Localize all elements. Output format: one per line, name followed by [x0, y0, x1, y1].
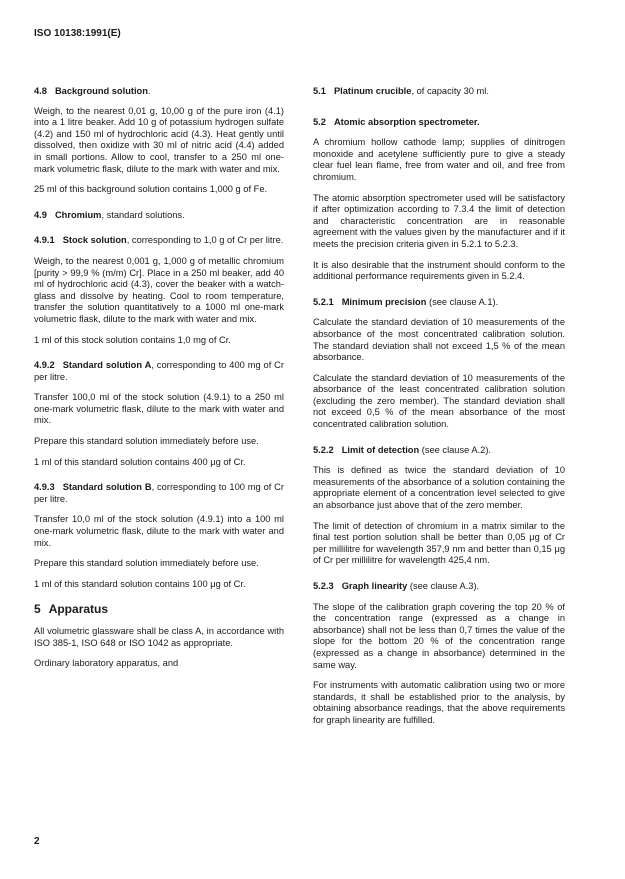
left-column	[34, 86, 284, 670]
heading-5-2-2	[313, 445, 565, 457]
paragraph: Prepare this standard solution immediately before use.	[34, 436, 259, 447]
page-header: ISO 10138:1991(E)	[34, 28, 121, 39]
section-subtitle: , of capacity 30 ml.	[411, 86, 489, 96]
paragraph: For instruments with automatic calibration using two or more standards, it shall be established prior to the analysis, by obtaining absorbance readings, that the above requirements for graph linearity are fulfilled.	[313, 680, 565, 725]
paragraph: Calculate the standard deviation of 10 measurements of the absorbance of the least concentrated calibration solution (excluding the zero member). The standard deviation shall not exceed 0,5 % of the mean absorbance of the most concentrated calibration solution.	[313, 372, 565, 430]
heading-4-9-2	[34, 360, 284, 383]
paragraph: A chromium hollow cathode lamp; supplies of dinitrogen monoxide and acetylene sufficiently pure to give a steady clear fuel lean flame, free from water and oil, and free from chromium.	[313, 137, 565, 182]
paragraph: The limit of detection of chromium in a matrix similar to the final test portion solution shall be better than 0,05 μg of Cr per millilitre for wavelength 357,9 nm and better than 0,15 μg of Cr per millilitre for wavelength 425,4 nm.	[313, 520, 565, 566]
section-title: Graph linearity	[341, 581, 408, 591]
paragraph: 1 ml of this stock solution contains 1,0 mg of Cr.	[34, 334, 231, 345]
section-subtitle: (see clause A.1).	[426, 296, 499, 307]
paragraph: 1 ml of this standard solution contains 100 μg of Cr.	[34, 578, 246, 589]
section-subtitle: (see clause A.3).	[407, 581, 480, 591]
section-number: 5.2.2	[313, 444, 334, 455]
section-title: Standard solution B	[62, 482, 152, 493]
section-title: Limit of detection	[341, 444, 420, 455]
section-period: .	[477, 116, 480, 127]
section-number: 4.9.2	[34, 360, 55, 371]
section-number: 5	[34, 602, 41, 617]
section-subtitle: , corresponding to 1,0 g of Cr per litre.	[126, 235, 284, 246]
section-number: 5.1	[313, 86, 326, 96]
section-subtitle: , standard solutions.	[101, 209, 185, 220]
paragraph: All volumetric glassware shall be class A, in accordance with ISO 385-1, ISO 648 or ISO 1042 as appropriate.	[34, 626, 284, 648]
paragraph: Weigh, to the nearest 0,001 g, 1,000 g of metallic chromium [purity > 99,9 % (m/m) Cr]. Place in a 250 ml beaker, add 40 ml of hydrochloric acid (4.3), cover the beaker with a watch-glass and dissolve by heating. Cool to room temperature, transfer the solution quantitatively to a 1000 ml one-mark volumetric flask, dilute to the mark with water and mix.	[34, 255, 284, 324]
paragraph: The slope of the calibration graph covering the top 20 % of the concentration range (expressed as a change in absorbance) shall not be less than 0,7 times the value of the slope for the bottom 20 % of the concentration range (expressed as a change in absorbance) determined in the same way.	[313, 601, 565, 670]
paragraph: Prepare this standard solution immediately before use.	[34, 558, 259, 569]
heading-4-9	[34, 210, 284, 222]
heading-4-9-1	[34, 235, 284, 247]
section-number: 4.9	[34, 209, 47, 220]
section-period: .	[147, 86, 151, 96]
heading-5-2-3	[313, 581, 565, 593]
heading-5-2	[313, 117, 565, 129]
section-title: Atomic absorption spectrometer	[333, 116, 478, 127]
section-title: Apparatus	[48, 602, 109, 617]
section-number: 4.8	[34, 86, 47, 96]
section-subtitle: , corresponding to 100 mg of Cr per litre.	[34, 482, 284, 504]
heading-4-9-3	[34, 482, 284, 505]
section-number: 5.2.3	[313, 581, 334, 591]
section-title: Minimum precision	[341, 296, 427, 307]
section-number: 4.9.3	[34, 482, 55, 493]
section-number: 5.2.1	[313, 296, 334, 307]
section-number: 5.2	[313, 116, 326, 127]
paragraph: Transfer 10,0 ml of the stock solution (4.9.1) into a 100 ml one-mark volumetric flask, dilute to the mark with water and mix.	[34, 514, 284, 548]
heading-5-1	[313, 86, 565, 98]
heading-5-2-1	[313, 297, 565, 309]
section-title: Standard solution A	[62, 360, 152, 371]
section-subtitle: (see clause A.2).	[419, 444, 492, 455]
section-title: Stock solution	[62, 235, 127, 246]
paragraph: Weigh, to the nearest 0,01 g, 10,00 g of the pure iron (4.1) into a 1 litre beaker. Add 10 g of potassium hydrogen sulfate (4.2) and 150 ml of hydrochloric acid (4.3). Heat gently until dissolved, then oxidize with 30 ml of nitric acid (4.4) added in small portions. Allow to cool, transfer to a 250 ml one-mark volumetric flask, dilute to the mark with water and mix.	[34, 105, 284, 174]
paragraph: 25 ml of this background solution contains 1,000 g of Fe.	[34, 184, 268, 195]
section-title: Background solution	[54, 86, 148, 96]
paragraph: It is also desirable that the instrument should conform to the additional performance requirements given in 5.2.4.	[313, 259, 565, 282]
paragraph: Transfer 100,0 ml of the stock solution (4.9.1) to a 250 ml one-mark volumetric flask, dilute to the mark with water and mix.	[34, 392, 284, 426]
section-title: Platinum crucible	[333, 86, 412, 96]
paragraph: Ordinary laboratory apparatus, and	[34, 658, 179, 669]
heading-5	[34, 604, 284, 616]
page-number: 2	[34, 836, 40, 847]
right-column	[313, 86, 565, 727]
section-subtitle: , corresponding to 400 mg of Cr per litre.	[34, 360, 284, 382]
paragraph: 1 ml of this standard solution contains 400 μg of Cr.	[34, 456, 246, 467]
heading-4-8	[34, 86, 284, 98]
section-title: Chromium	[54, 209, 102, 220]
paragraph: The atomic absorption spectrometer used will be satisfactory if after optimization according to 7.3.4 the limit of detection and characteristic concentration are in reasonable agreement with the values given by the manufacturer and if it meets the precision criteria given in 5.2.1 to 5.2.3.	[313, 192, 565, 249]
paragraph: This is defined as twice the standard deviation of 10 measurements of the absorbance of a solution containing the appropriate element of a concentration level selected to give an absorbance just above that of the zero member.	[313, 465, 565, 511]
section-number: 4.9.1	[34, 235, 55, 246]
paragraph: Calculate the standard deviation of 10 measurements of the absorbance of the most concentrated calibration solution. The standard deviation shall not exceed 1,5 % of the mean absorbance.	[313, 317, 565, 363]
